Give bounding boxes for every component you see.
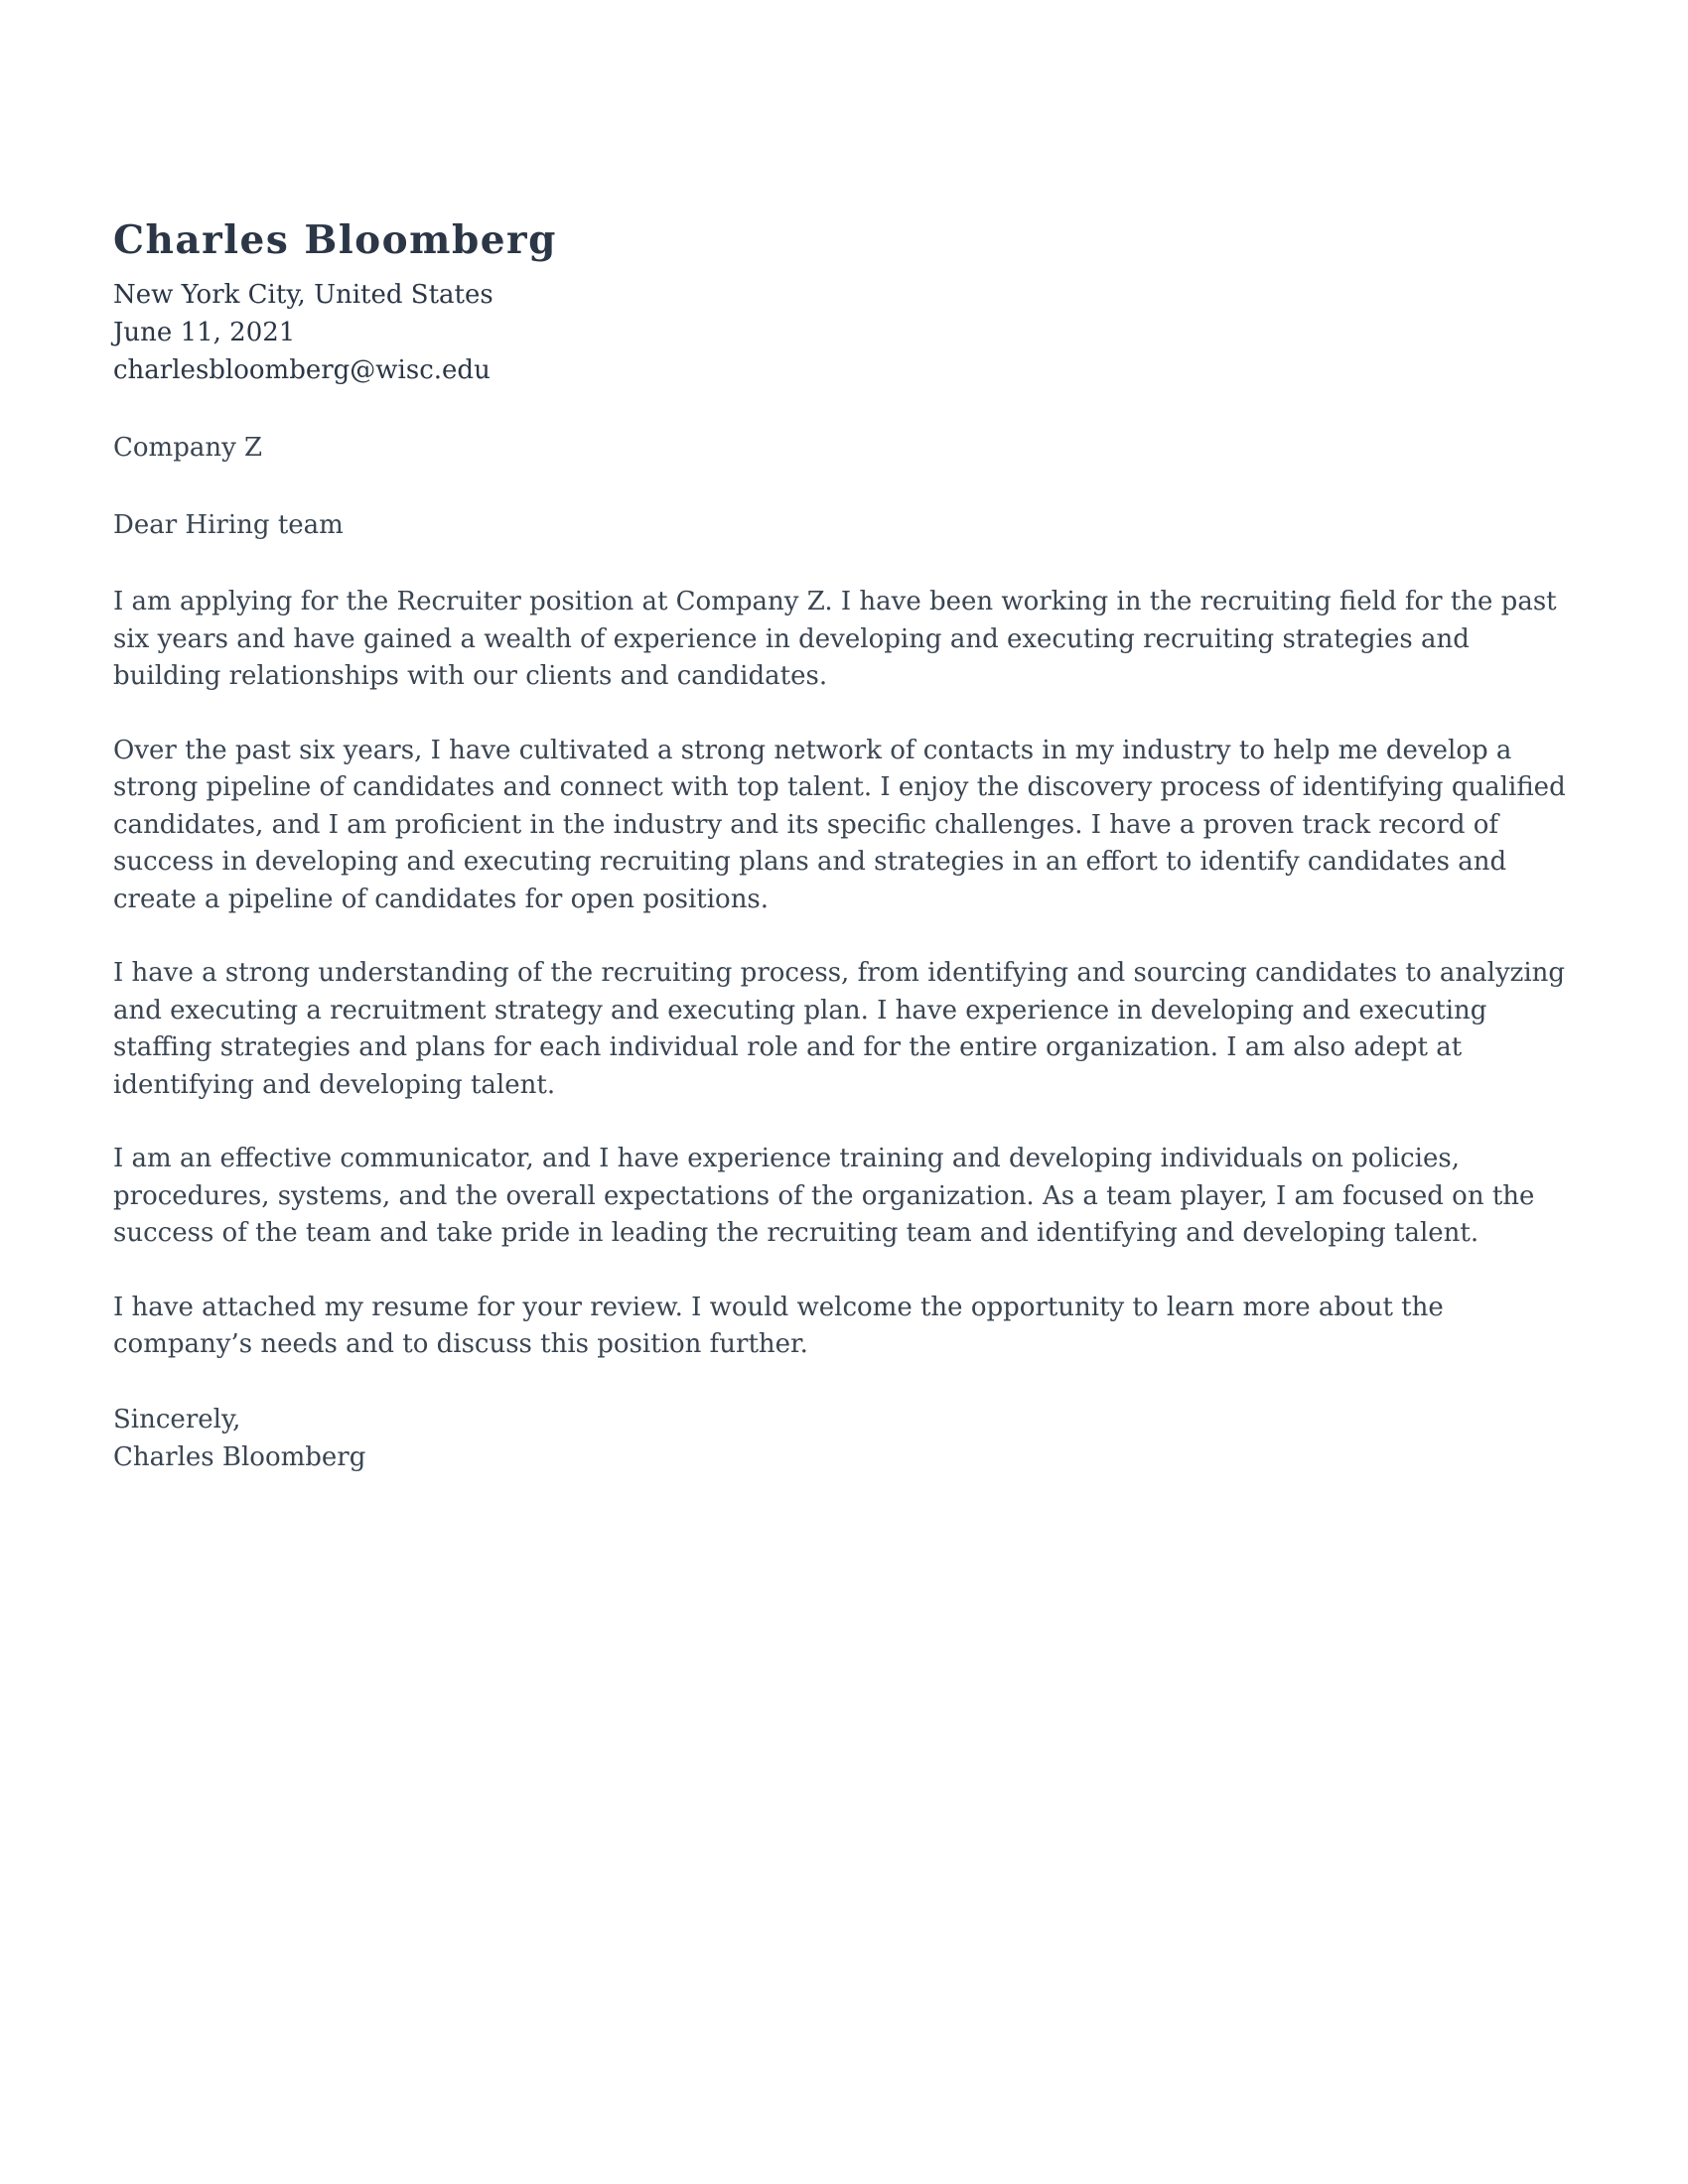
body-paragraph: I have attached my resume for your review. I would welcome the opportunity to learn more about the company’s needs and to discuss this position further. <box>113 1292 1444 1359</box>
cover-letter <box>113 216 1583 1476</box>
sender-name: Charles Bloomberg <box>113 217 557 263</box>
letter-body <box>113 584 1583 1364</box>
sender-contact <box>113 276 1583 389</box>
body-paragraph: I am applying for the Recruiter position at Company Z. I have been working in the recruiting field for the past six years and have gained a wealth of experience in developing and executing recruiting strategies and building relationships with our clients and candidates. <box>113 587 1557 691</box>
body-paragraph: I am an effective communicator, and I have experience training and developing individuals on policies, procedures, systems, and the overall expectations of the organization. As a team player, I am focused on the success of the team and take pride in leading the recruiting team and identifying and developing talent. <box>113 1144 1535 1248</box>
salutation: Dear Hiring team <box>113 510 344 540</box>
sender-email: charlesbloomberg@wisc.edu <box>113 355 491 385</box>
signature: Charles Bloomberg <box>113 1441 366 1472</box>
letter-date: June 11, 2021 <box>113 318 296 347</box>
sender-location: New York City, United States <box>113 280 493 310</box>
closing: Sincerely, <box>113 1404 241 1434</box>
recipient-company: Company Z <box>113 433 263 463</box>
body-paragraph: Over the past six years, I have cultivated a strong network of contacts in my industry to help me develop a strong pipeline of candidates and connect with top talent. I enjoy the discovery process of identifying qualified candidates, and I am proficient in the industry and its specific challenges. I have a proven track record of success in developing and executing recruiting plans and strategies in an effort to identify candidates and create a pipeline of candidates for open positions. <box>113 735 1566 914</box>
body-paragraph: I have a strong understanding of the recruiting process, from identifying and sourcing candidates to analyzing and executing a recruitment strategy and executing plan. I have experience in developing and executing staffing strategies and plans for each individual role and for the entire organization. I am also adept at identifying and developing talent. <box>113 958 1566 1100</box>
sign-off <box>113 1401 1583 1476</box>
